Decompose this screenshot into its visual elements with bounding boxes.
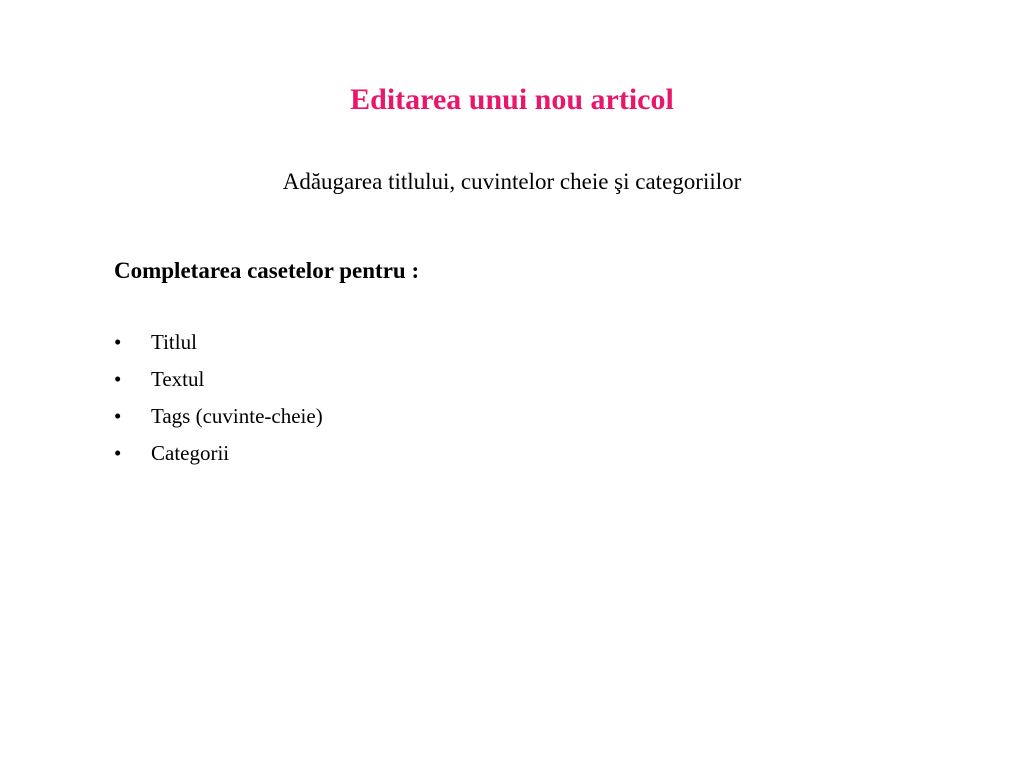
bullet-icon: • <box>114 404 122 428</box>
bullet-icon: • <box>114 330 122 354</box>
list-item <box>114 400 323 437</box>
section-heading: Completarea casetelor pentru : <box>114 258 420 283</box>
list-item-label: Textul <box>151 367 205 391</box>
list-item-label: Titlul <box>151 330 197 354</box>
list-item <box>114 363 323 400</box>
list-item-label: Tags (cuvinte-cheie) <box>151 404 323 428</box>
slide-subtitle: Adăugarea titlului, cuvintelor cheie şi categoriilor <box>282 169 742 194</box>
bullet-list <box>114 326 323 474</box>
bullet-icon: • <box>114 367 122 391</box>
list-item <box>114 326 323 363</box>
list-item <box>114 437 323 474</box>
list-item-label: Categorii <box>151 441 230 465</box>
slide-title: Editarea unui nou articol <box>350 83 674 116</box>
bullet-icon: • <box>114 441 122 465</box>
